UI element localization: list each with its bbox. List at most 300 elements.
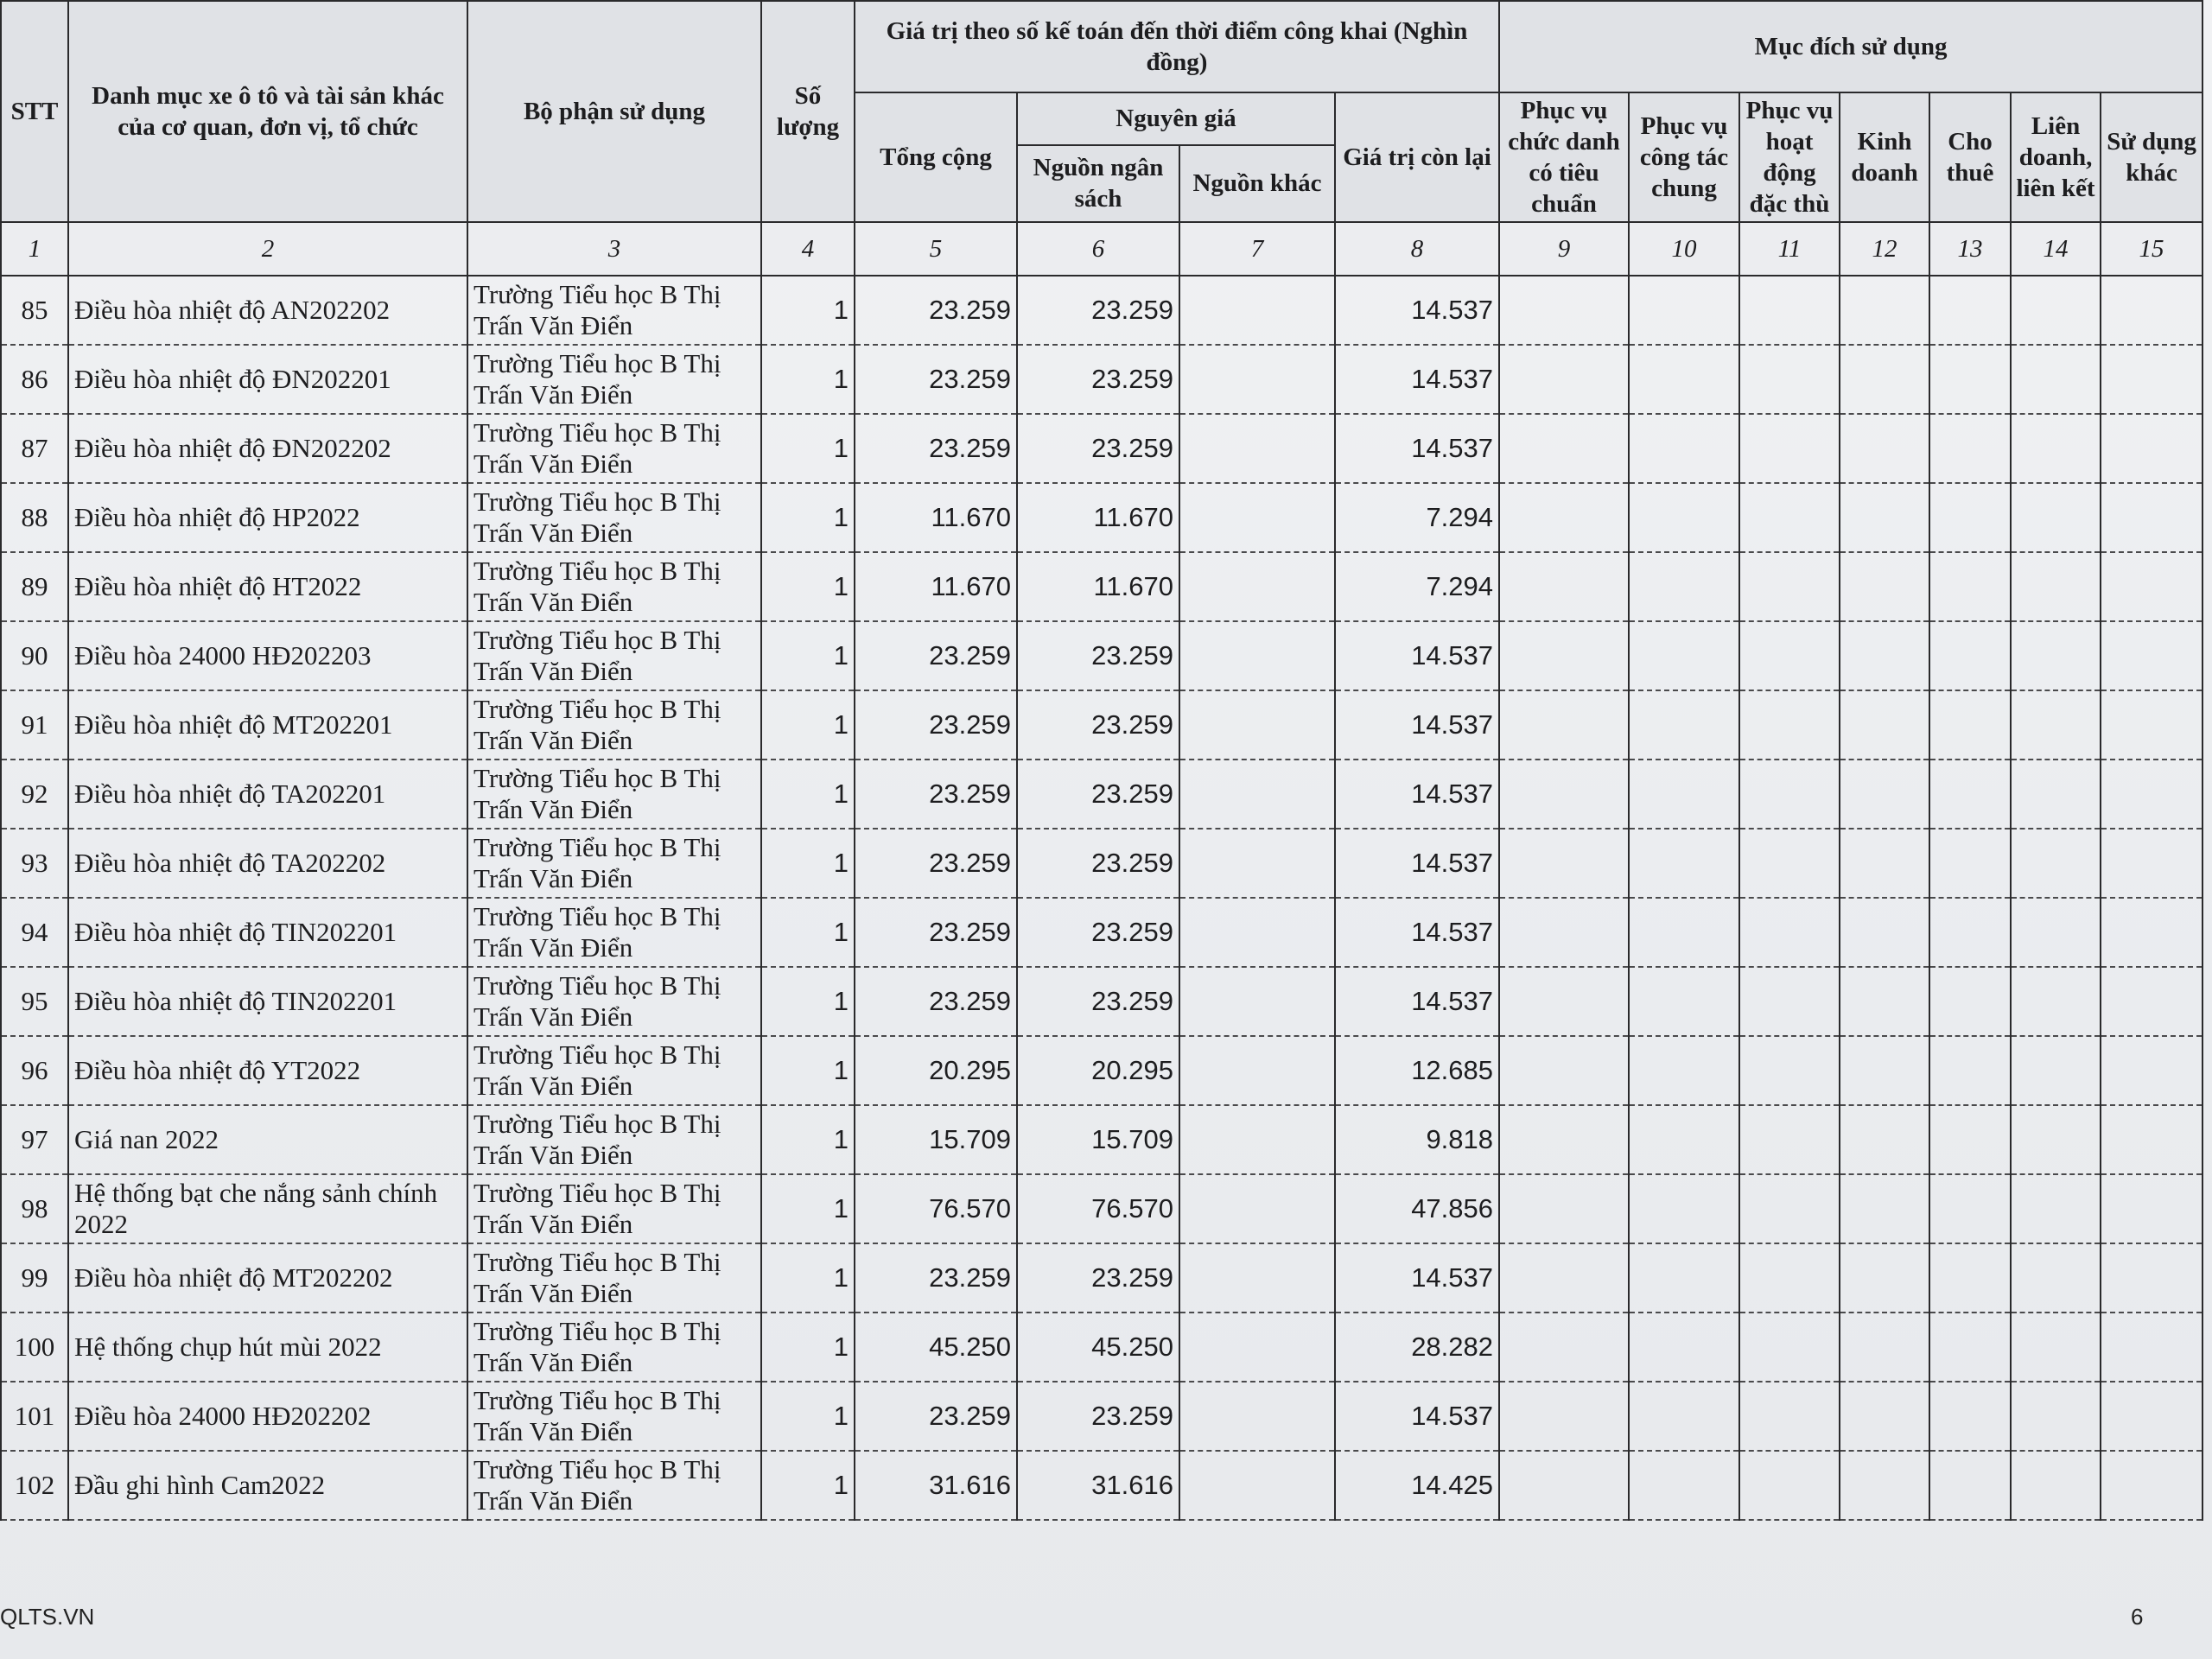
row-purpose-11 [1739, 1243, 1840, 1313]
row-purpose-13 [1929, 552, 2011, 621]
row-remaining-value: 9.818 [1335, 1105, 1499, 1174]
row-stt: 102 [1, 1451, 68, 1520]
row-purpose-13 [1929, 690, 2011, 760]
row-asset-name: Điều hòa nhiệt độ ĐN202201 [68, 345, 467, 414]
row-asset-name: Điều hòa 24000 HĐ202203 [68, 621, 467, 690]
header-purpose-14: Liên doanh, liên kết [2011, 92, 2101, 222]
row-purpose-14 [2011, 345, 2101, 414]
header-remaining-value: Giá trị còn lại [1335, 92, 1499, 222]
row-purpose-10 [1629, 1105, 1739, 1174]
row-department: Trường Tiểu học B Thị Trấn Văn Điển [467, 760, 761, 829]
row-stt: 92 [1, 760, 68, 829]
column-number: 6 [1017, 222, 1179, 276]
row-remaining-value: 12.685 [1335, 1036, 1499, 1105]
table-row [1, 483, 2202, 552]
row-department: Trường Tiểu học B Thị Trấn Văn Điển [467, 1382, 761, 1451]
header-purpose-9: Phục vụ chức danh có tiêu chuẩn [1499, 92, 1629, 222]
table-row [1, 760, 2202, 829]
row-purpose-15 [2101, 829, 2202, 898]
row-purpose-13 [1929, 1174, 2011, 1243]
row-purpose-11 [1739, 345, 1840, 414]
row-remaining-value: 7.294 [1335, 552, 1499, 621]
row-purpose-10 [1629, 345, 1739, 414]
row-purpose-9 [1499, 760, 1629, 829]
row-quantity: 1 [761, 1036, 855, 1105]
column-number: 3 [467, 222, 761, 276]
row-stt: 95 [1, 967, 68, 1036]
table-row [1, 1451, 2202, 1520]
row-asset-name: Điều hòa nhiệt độ HP2022 [68, 483, 467, 552]
header-purpose-11: Phục vụ hoạt động đặc thù [1739, 92, 1840, 222]
header-purpose-group: Mục đích sử dụng [1499, 1, 2202, 92]
row-remaining-value: 28.282 [1335, 1313, 1499, 1382]
row-purpose-10 [1629, 552, 1739, 621]
table-row [1, 552, 2202, 621]
row-quantity: 1 [761, 414, 855, 483]
row-remaining-value: 14.537 [1335, 829, 1499, 898]
row-remaining-value: 7.294 [1335, 483, 1499, 552]
row-purpose-10 [1629, 829, 1739, 898]
row-purpose-11 [1739, 967, 1840, 1036]
row-purpose-13 [1929, 1313, 2011, 1382]
row-remaining-value: 14.537 [1335, 621, 1499, 690]
row-purpose-11 [1739, 1105, 1840, 1174]
row-total-value: 31.616 [855, 1451, 1017, 1520]
row-remaining-value: 14.425 [1335, 1451, 1499, 1520]
row-purpose-11 [1739, 1036, 1840, 1105]
row-purpose-12 [1840, 1243, 1929, 1313]
row-purpose-10 [1629, 690, 1739, 760]
row-purpose-11 [1739, 414, 1840, 483]
row-asset-name: Điều hòa nhiệt độ AN202202 [68, 276, 467, 345]
row-purpose-12 [1840, 967, 1929, 1036]
row-stt: 94 [1, 898, 68, 967]
row-purpose-12 [1840, 414, 1929, 483]
row-asset-name: Giá nan 2022 [68, 1105, 467, 1174]
row-department: Trường Tiểu học B Thị Trấn Văn Điển [467, 1243, 761, 1313]
row-budget-source: 23.259 [1017, 1243, 1179, 1313]
row-purpose-13 [1929, 276, 2011, 345]
row-budget-source: 23.259 [1017, 760, 1179, 829]
row-department: Trường Tiểu học B Thị Trấn Văn Điển [467, 621, 761, 690]
row-purpose-9 [1499, 1174, 1629, 1243]
row-department: Trường Tiểu học B Thị Trấn Văn Điển [467, 1174, 761, 1243]
row-purpose-15 [2101, 1036, 2202, 1105]
row-purpose-14 [2011, 1036, 2101, 1105]
table-row [1, 414, 2202, 483]
row-purpose-14 [2011, 1382, 2101, 1451]
row-purpose-9 [1499, 552, 1629, 621]
row-purpose-10 [1629, 1174, 1739, 1243]
row-purpose-15 [2101, 1313, 2202, 1382]
row-budget-source: 23.259 [1017, 345, 1179, 414]
row-remaining-value: 14.537 [1335, 414, 1499, 483]
column-number: 8 [1335, 222, 1499, 276]
row-purpose-12 [1840, 1451, 1929, 1520]
row-budget-source: 23.259 [1017, 967, 1179, 1036]
row-department: Trường Tiểu học B Thị Trấn Văn Điển [467, 690, 761, 760]
table-body [1, 276, 2202, 1520]
row-quantity: 1 [761, 552, 855, 621]
row-asset-name: Điều hòa nhiệt độ TIN202201 [68, 967, 467, 1036]
row-asset-name: Điều hòa nhiệt độ MT202201 [68, 690, 467, 760]
row-asset-name: Điều hòa nhiệt độ TIN202201 [68, 898, 467, 967]
row-remaining-value: 14.537 [1335, 898, 1499, 967]
row-purpose-15 [2101, 898, 2202, 967]
row-asset-name: Hệ thống bạt che nắng sảnh chính 2022 [68, 1174, 467, 1243]
row-purpose-14 [2011, 1243, 2101, 1313]
row-other-source [1179, 690, 1335, 760]
row-purpose-14 [2011, 967, 2101, 1036]
header-total: Tổng cộng [855, 92, 1017, 222]
column-number: 2 [68, 222, 467, 276]
row-quantity: 1 [761, 760, 855, 829]
row-purpose-14 [2011, 1105, 2101, 1174]
row-total-value: 23.259 [855, 1243, 1017, 1313]
row-remaining-value: 14.537 [1335, 276, 1499, 345]
column-number: 4 [761, 222, 855, 276]
row-stt: 87 [1, 414, 68, 483]
row-budget-source: 11.670 [1017, 552, 1179, 621]
row-department: Trường Tiểu học B Thị Trấn Văn Điển [467, 1105, 761, 1174]
row-total-value: 11.670 [855, 483, 1017, 552]
row-quantity: 1 [761, 1243, 855, 1313]
row-asset-name: Điều hòa nhiệt độ TA202201 [68, 760, 467, 829]
row-purpose-14 [2011, 1451, 2101, 1520]
row-budget-source: 15.709 [1017, 1105, 1179, 1174]
row-other-source [1179, 1313, 1335, 1382]
header-stt: STT [1, 1, 68, 222]
row-purpose-15 [2101, 760, 2202, 829]
row-other-source [1179, 1382, 1335, 1451]
row-purpose-10 [1629, 483, 1739, 552]
row-purpose-15 [2101, 483, 2202, 552]
row-purpose-13 [1929, 760, 2011, 829]
column-number: 7 [1179, 222, 1335, 276]
row-quantity: 1 [761, 345, 855, 414]
row-total-value: 23.259 [855, 690, 1017, 760]
row-purpose-11 [1739, 276, 1840, 345]
row-total-value: 23.259 [855, 276, 1017, 345]
row-purpose-13 [1929, 483, 2011, 552]
row-purpose-12 [1840, 1313, 1929, 1382]
row-asset-name: Điều hòa nhiệt độ YT2022 [68, 1036, 467, 1105]
column-number: 1 [1, 222, 68, 276]
row-budget-source: 23.259 [1017, 621, 1179, 690]
row-purpose-14 [2011, 276, 2101, 345]
row-purpose-13 [1929, 829, 2011, 898]
row-total-value: 23.259 [855, 967, 1017, 1036]
page-number: 6 [2131, 1604, 2144, 1630]
row-asset-name: Điều hòa 24000 HĐ202202 [68, 1382, 467, 1451]
row-purpose-11 [1739, 1313, 1840, 1382]
row-asset-name: Đầu ghi hình Cam2022 [68, 1451, 467, 1520]
row-total-value: 15.709 [855, 1105, 1017, 1174]
row-budget-source: 23.259 [1017, 1382, 1179, 1451]
row-quantity: 1 [761, 621, 855, 690]
row-purpose-12 [1840, 898, 1929, 967]
row-stt: 91 [1, 690, 68, 760]
row-remaining-value: 14.537 [1335, 1382, 1499, 1451]
row-purpose-10 [1629, 760, 1739, 829]
row-department: Trường Tiểu học B Thị Trấn Văn Điển [467, 1313, 761, 1382]
footer-site-label: QLTS.VN [0, 1604, 95, 1630]
table-row [1, 1313, 2202, 1382]
row-purpose-14 [2011, 760, 2101, 829]
row-budget-source: 23.259 [1017, 276, 1179, 345]
row-purpose-10 [1629, 414, 1739, 483]
row-purpose-12 [1840, 690, 1929, 760]
row-purpose-10 [1629, 967, 1739, 1036]
row-purpose-15 [2101, 1451, 2202, 1520]
row-purpose-11 [1739, 829, 1840, 898]
row-purpose-12 [1840, 1105, 1929, 1174]
row-total-value: 23.259 [855, 414, 1017, 483]
row-department: Trường Tiểu học B Thị Trấn Văn Điển [467, 345, 761, 414]
row-other-source [1179, 345, 1335, 414]
table-row [1, 621, 2202, 690]
row-stt: 89 [1, 552, 68, 621]
row-purpose-15 [2101, 1243, 2202, 1313]
row-purpose-9 [1499, 276, 1629, 345]
table-row [1, 345, 2202, 414]
row-department: Trường Tiểu học B Thị Trấn Văn Điển [467, 1036, 761, 1105]
row-purpose-11 [1739, 1451, 1840, 1520]
row-other-source [1179, 760, 1335, 829]
row-remaining-value: 14.537 [1335, 345, 1499, 414]
row-purpose-10 [1629, 1313, 1739, 1382]
row-purpose-14 [2011, 414, 2101, 483]
header-purpose-15: Sử dụng khác [2101, 92, 2202, 222]
header-asset-name: Danh mục xe ô tô và tài sản khác của cơ quan, đơn vị, tổ chức [68, 1, 467, 222]
row-budget-source: 23.259 [1017, 829, 1179, 898]
row-stt: 93 [1, 829, 68, 898]
row-purpose-13 [1929, 345, 2011, 414]
column-number: 12 [1840, 222, 1929, 276]
row-total-value: 20.295 [855, 1036, 1017, 1105]
row-asset-name: Điều hòa nhiệt độ ĐN202202 [68, 414, 467, 483]
row-stt: 97 [1, 1105, 68, 1174]
table-row [1, 1036, 2202, 1105]
row-purpose-14 [2011, 1174, 2101, 1243]
row-other-source [1179, 1243, 1335, 1313]
row-other-source [1179, 1036, 1335, 1105]
row-budget-source: 23.259 [1017, 898, 1179, 967]
row-purpose-9 [1499, 1105, 1629, 1174]
row-purpose-15 [2101, 621, 2202, 690]
row-purpose-12 [1840, 829, 1929, 898]
row-quantity: 1 [761, 1382, 855, 1451]
header-purpose-12: Kinh doanh [1840, 92, 1929, 222]
row-purpose-10 [1629, 276, 1739, 345]
row-purpose-15 [2101, 345, 2202, 414]
row-other-source [1179, 1174, 1335, 1243]
row-stt: 88 [1, 483, 68, 552]
row-stt: 85 [1, 276, 68, 345]
row-purpose-15 [2101, 1105, 2202, 1174]
row-purpose-13 [1929, 898, 2011, 967]
table-row [1, 898, 2202, 967]
row-total-value: 23.259 [855, 345, 1017, 414]
table-row [1, 967, 2202, 1036]
table-row [1, 1243, 2202, 1313]
row-purpose-10 [1629, 898, 1739, 967]
header-budget-source: Nguồn ngân sách [1017, 145, 1179, 222]
row-purpose-15 [2101, 276, 2202, 345]
row-purpose-13 [1929, 1036, 2011, 1105]
row-purpose-10 [1629, 621, 1739, 690]
row-asset-name: Điều hòa nhiệt độ MT202202 [68, 1243, 467, 1313]
header-quantity: Số lượng [761, 1, 855, 222]
table-row [1, 1105, 2202, 1174]
row-purpose-10 [1629, 1382, 1739, 1451]
row-purpose-11 [1739, 1174, 1840, 1243]
row-purpose-15 [2101, 552, 2202, 621]
row-purpose-14 [2011, 1313, 2101, 1382]
row-remaining-value: 14.537 [1335, 967, 1499, 1036]
row-purpose-11 [1739, 621, 1840, 690]
column-number: 15 [2101, 222, 2202, 276]
row-purpose-12 [1840, 1382, 1929, 1451]
row-purpose-15 [2101, 967, 2202, 1036]
row-purpose-11 [1739, 760, 1840, 829]
row-stt: 101 [1, 1382, 68, 1451]
row-asset-name: Hệ thống chụp hút mùi 2022 [68, 1313, 467, 1382]
row-purpose-12 [1840, 552, 1929, 621]
row-purpose-9 [1499, 1382, 1629, 1451]
row-purpose-10 [1629, 1243, 1739, 1313]
row-purpose-10 [1629, 1451, 1739, 1520]
table-header [1, 1, 2202, 276]
row-purpose-12 [1840, 1036, 1929, 1105]
row-department: Trường Tiểu học B Thị Trấn Văn Điển [467, 414, 761, 483]
row-quantity: 1 [761, 1174, 855, 1243]
row-purpose-13 [1929, 1105, 2011, 1174]
header-purpose-10: Phục vụ công tác chung [1629, 92, 1739, 222]
row-department: Trường Tiểu học B Thị Trấn Văn Điển [467, 967, 761, 1036]
row-budget-source: 31.616 [1017, 1451, 1179, 1520]
column-number: 14 [2011, 222, 2101, 276]
row-purpose-11 [1739, 1382, 1840, 1451]
row-quantity: 1 [761, 1105, 855, 1174]
header-original-price: Nguyên giá [1017, 92, 1335, 145]
row-purpose-12 [1840, 276, 1929, 345]
row-budget-source: 23.259 [1017, 690, 1179, 760]
row-purpose-9 [1499, 690, 1629, 760]
row-stt: 98 [1, 1174, 68, 1243]
row-purpose-9 [1499, 483, 1629, 552]
row-other-source [1179, 276, 1335, 345]
row-purpose-13 [1929, 414, 2011, 483]
row-purpose-11 [1739, 898, 1840, 967]
row-department: Trường Tiểu học B Thị Trấn Văn Điển [467, 276, 761, 345]
row-department: Trường Tiểu học B Thị Trấn Văn Điển [467, 829, 761, 898]
row-budget-source: 76.570 [1017, 1174, 1179, 1243]
row-other-source [1179, 483, 1335, 552]
table-row [1, 829, 2202, 898]
row-purpose-13 [1929, 1451, 2011, 1520]
header-purpose-13: Cho thuê [1929, 92, 2011, 222]
header-other-source: Nguồn khác [1179, 145, 1335, 222]
row-total-value: 45.250 [855, 1313, 1017, 1382]
row-purpose-14 [2011, 690, 2101, 760]
row-purpose-9 [1499, 621, 1629, 690]
header-department: Bộ phận sử dụng [467, 1, 761, 222]
row-purpose-12 [1840, 621, 1929, 690]
row-total-value: 23.259 [855, 760, 1017, 829]
row-purpose-10 [1629, 1036, 1739, 1105]
row-purpose-14 [2011, 483, 2101, 552]
row-remaining-value: 14.537 [1335, 1243, 1499, 1313]
header-value-group: Giá trị theo số kế toán đến thời điểm công khai (Nghìn đồng) [855, 1, 1499, 92]
row-remaining-value: 14.537 [1335, 760, 1499, 829]
row-total-value: 23.259 [855, 898, 1017, 967]
row-quantity: 1 [761, 483, 855, 552]
column-number: 9 [1499, 222, 1629, 276]
row-total-value: 23.259 [855, 621, 1017, 690]
row-total-value: 76.570 [855, 1174, 1017, 1243]
row-quantity: 1 [761, 690, 855, 760]
row-purpose-11 [1739, 483, 1840, 552]
row-department: Trường Tiểu học B Thị Trấn Văn Điển [467, 1451, 761, 1520]
row-purpose-13 [1929, 1382, 2011, 1451]
column-number: 11 [1739, 222, 1840, 276]
row-other-source [1179, 829, 1335, 898]
row-budget-source: 45.250 [1017, 1313, 1179, 1382]
column-number: 5 [855, 222, 1017, 276]
row-purpose-14 [2011, 898, 2101, 967]
row-budget-source: 11.670 [1017, 483, 1179, 552]
row-purpose-12 [1840, 483, 1929, 552]
row-asset-name: Điều hòa nhiệt độ TA202202 [68, 829, 467, 898]
row-purpose-13 [1929, 967, 2011, 1036]
row-remaining-value: 47.856 [1335, 1174, 1499, 1243]
row-purpose-15 [2101, 690, 2202, 760]
row-purpose-12 [1840, 345, 1929, 414]
row-remaining-value: 14.537 [1335, 690, 1499, 760]
table-row [1, 1174, 2202, 1243]
row-total-value: 23.259 [855, 829, 1017, 898]
column-number: 10 [1629, 222, 1739, 276]
row-purpose-9 [1499, 898, 1629, 967]
row-quantity: 1 [761, 276, 855, 345]
row-purpose-13 [1929, 621, 2011, 690]
row-purpose-11 [1739, 552, 1840, 621]
row-stt: 99 [1, 1243, 68, 1313]
row-other-source [1179, 414, 1335, 483]
row-stt: 90 [1, 621, 68, 690]
table-row [1, 690, 2202, 760]
row-purpose-13 [1929, 1243, 2011, 1313]
row-budget-source: 20.295 [1017, 1036, 1179, 1105]
row-budget-source: 23.259 [1017, 414, 1179, 483]
row-purpose-14 [2011, 829, 2101, 898]
row-purpose-14 [2011, 621, 2101, 690]
row-purpose-14 [2011, 552, 2101, 621]
row-quantity: 1 [761, 967, 855, 1036]
row-quantity: 1 [761, 1451, 855, 1520]
row-purpose-9 [1499, 1313, 1629, 1382]
row-purpose-15 [2101, 1174, 2202, 1243]
row-other-source [1179, 898, 1335, 967]
table-row [1, 1382, 2202, 1451]
row-total-value: 23.259 [855, 1382, 1017, 1451]
row-purpose-9 [1499, 1036, 1629, 1105]
row-purpose-11 [1739, 690, 1840, 760]
row-purpose-9 [1499, 829, 1629, 898]
table-row [1, 276, 2202, 345]
row-stt: 96 [1, 1036, 68, 1105]
